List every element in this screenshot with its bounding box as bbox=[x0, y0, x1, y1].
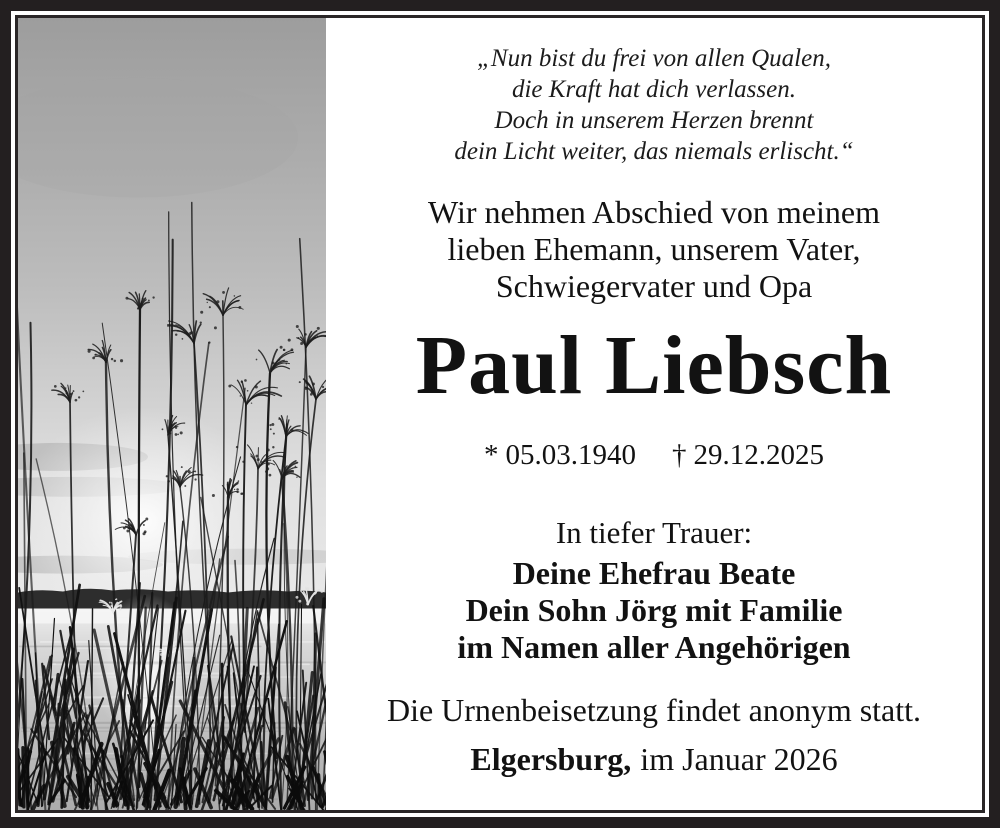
mourning-label: In tiefer Trauer: bbox=[555, 515, 753, 550]
quote-line: dein Licht weiter, das niemals erlischt.“ bbox=[454, 138, 854, 165]
death-date: 29.12.2025 bbox=[693, 439, 824, 471]
mourners-list bbox=[457, 555, 850, 666]
death-date-group bbox=[672, 439, 824, 471]
death-cross-symbol: † bbox=[672, 439, 687, 471]
announcement-line: Schwiegervater und Opa bbox=[495, 268, 813, 304]
memorial-photo bbox=[18, 18, 326, 810]
notice-month: im Januar 2026 bbox=[640, 741, 838, 777]
life-dates bbox=[484, 438, 824, 473]
quote-line: Doch in unserem Herzen brennt bbox=[494, 107, 814, 134]
burial-note: Die Urnenbeisetzung findet anonym statt. bbox=[386, 692, 922, 728]
obituary-text-column bbox=[326, 18, 982, 810]
mourner-line: im Namen aller Angehörigen bbox=[457, 629, 851, 665]
place-date-line bbox=[470, 741, 837, 778]
birth-date-group bbox=[484, 439, 636, 471]
farewell-announcement bbox=[428, 194, 880, 305]
mourner-line: Dein Sohn Jörg mit Familie bbox=[465, 592, 843, 628]
obituary-card bbox=[15, 15, 985, 813]
quote-line: „Nun bist du frei von allen Qualen, bbox=[477, 45, 831, 72]
birth-date: 05.03.1940 bbox=[505, 439, 636, 471]
mourner-line: Deine Ehefrau Beate bbox=[512, 555, 796, 591]
frame-white-mat bbox=[11, 11, 989, 817]
announcement-line: Wir nehmen Abschied von meinem bbox=[428, 194, 880, 230]
reeds-lake-sunset-photo bbox=[18, 18, 326, 810]
announcement-line: lieben Ehemann, unserem Vater, bbox=[447, 231, 861, 267]
deceased-name: Paul Liebsch bbox=[415, 319, 893, 412]
birth-star-symbol: * bbox=[484, 439, 499, 471]
quote-line: die Kraft hat dich verlassen. bbox=[511, 76, 796, 103]
place-name: Elgersburg, bbox=[470, 741, 632, 777]
memorial-quote bbox=[454, 43, 853, 167]
